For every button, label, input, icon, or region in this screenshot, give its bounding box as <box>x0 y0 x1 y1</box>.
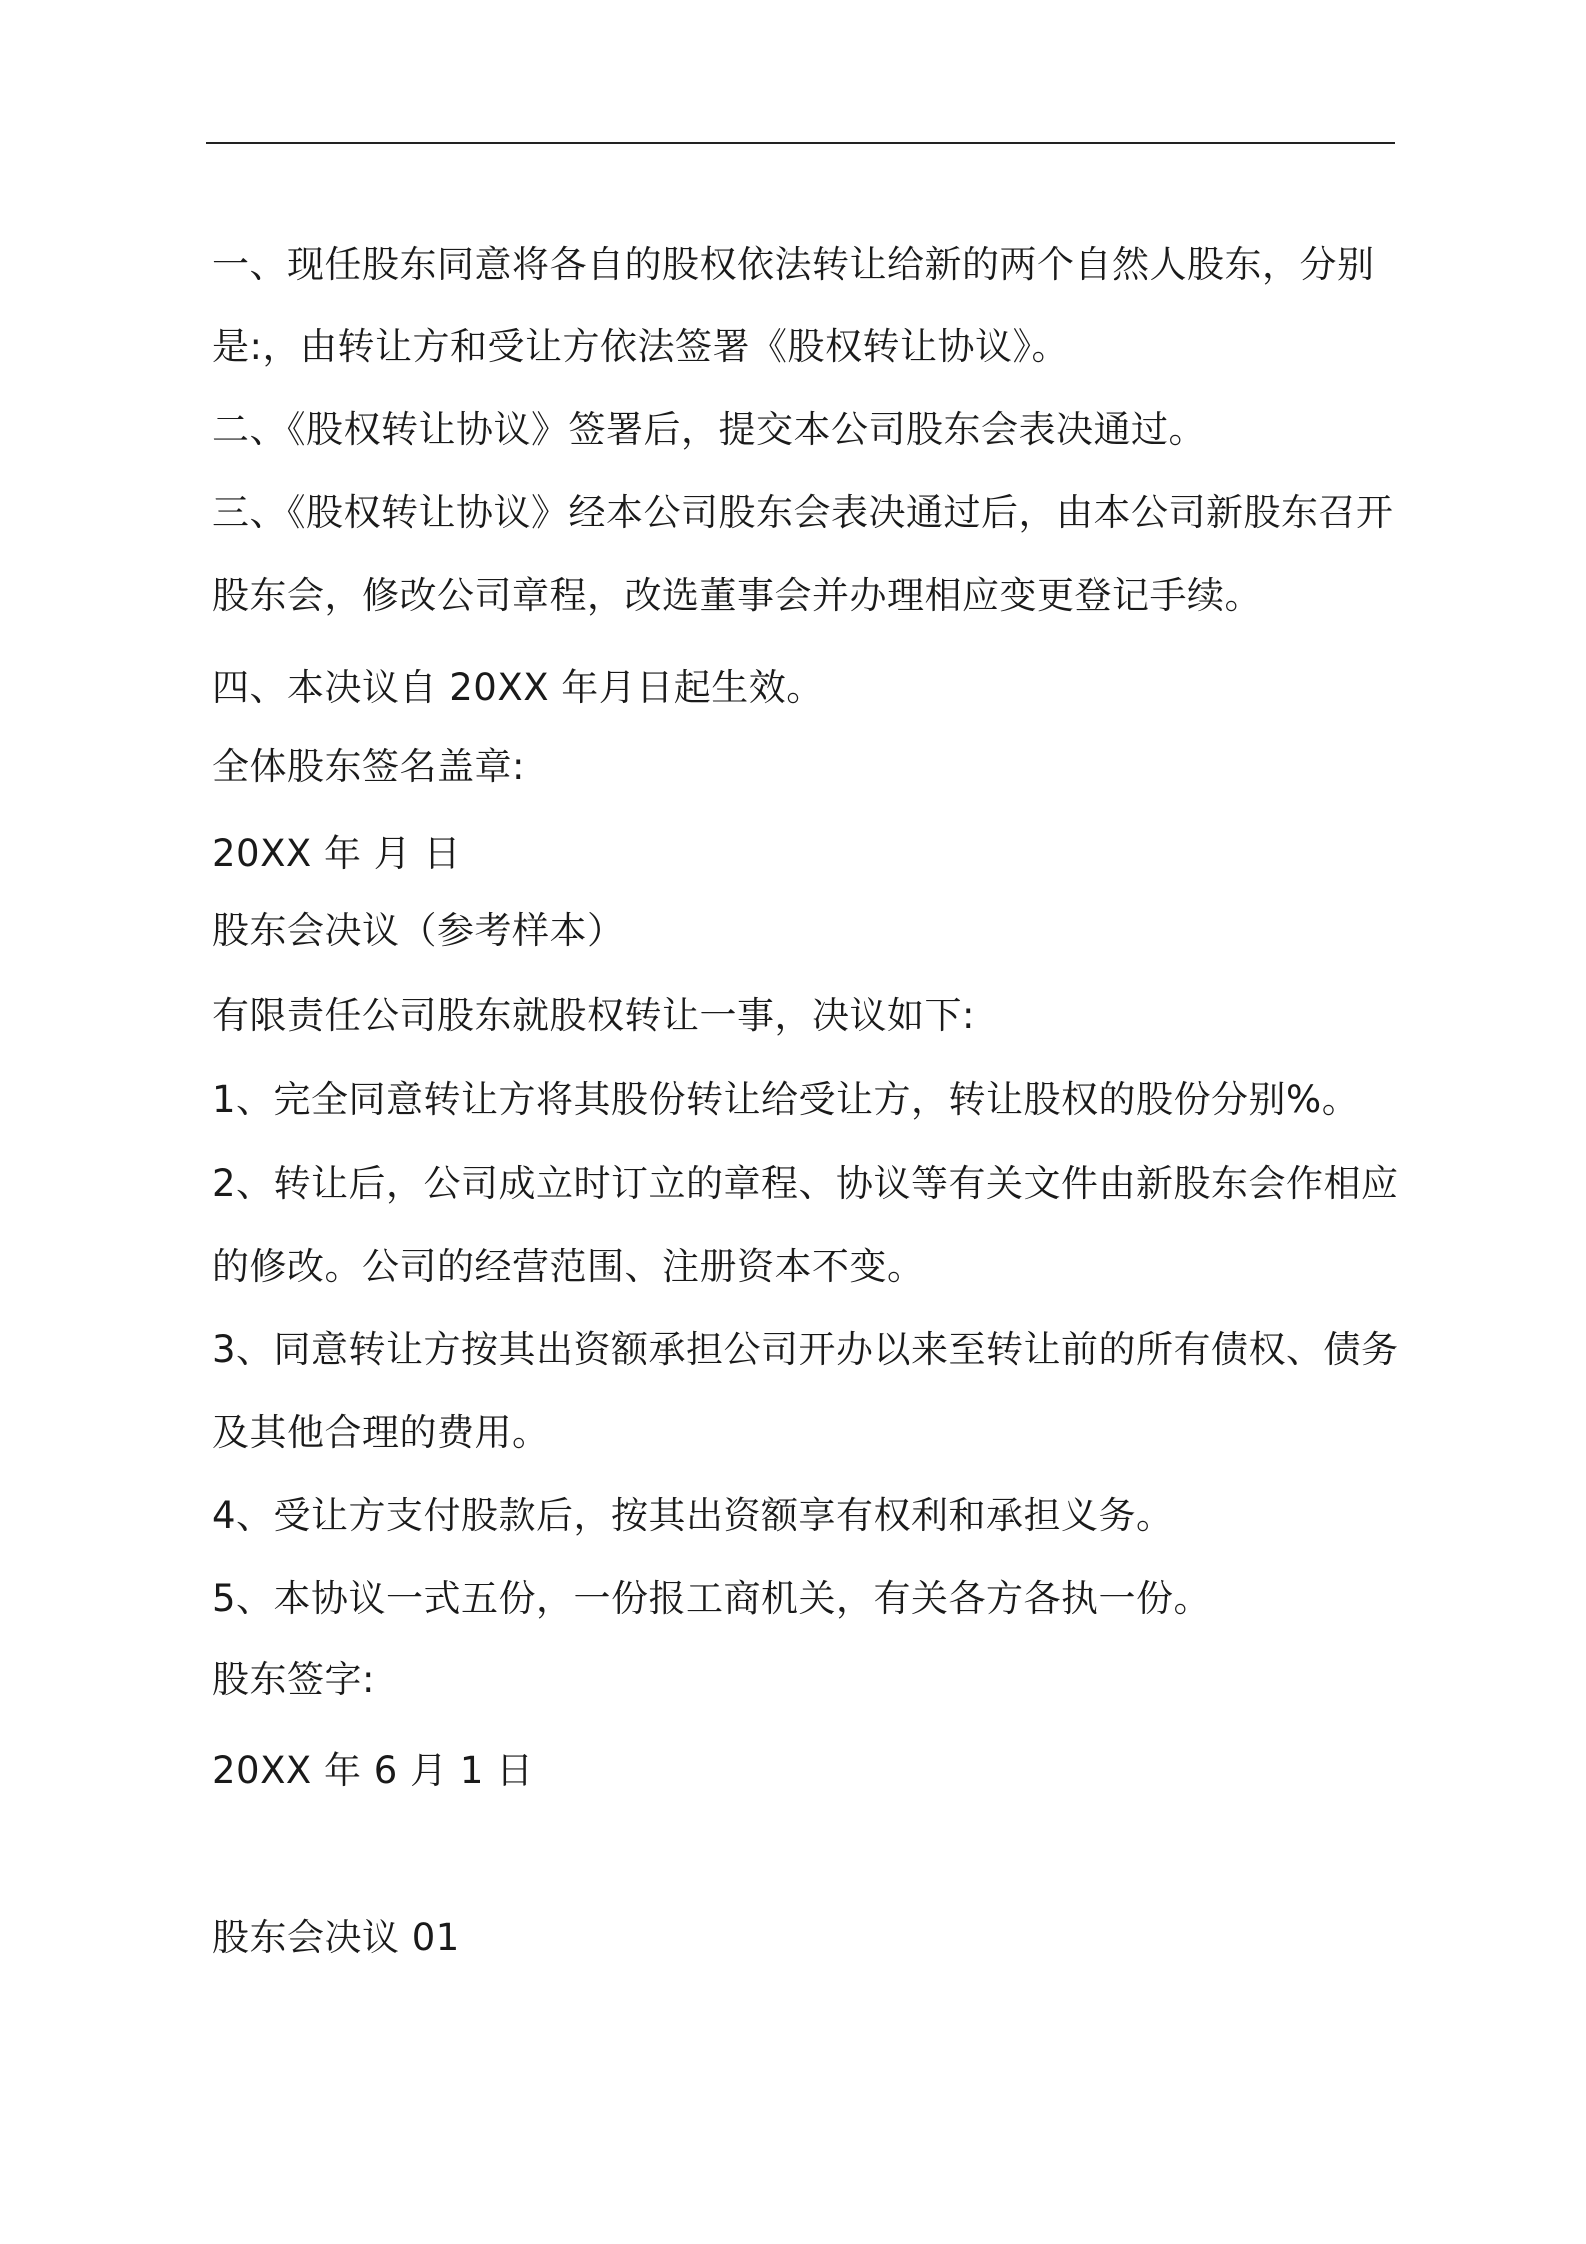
paragraph-line: 2、转让后，公司成立时订立的章程、协议等有关文件由新股东会作相应 <box>212 1162 1399 1205</box>
signature-label: 股东签字: <box>212 1658 375 1701</box>
date-line: 20XX 年 6 月 1 日 <box>212 1749 534 1792</box>
paragraph-line: 3、同意转让方按其出资额承担公司开办以来至转让前的所有债权、债务 <box>212 1328 1399 1371</box>
signature-label: 全体股东签名盖章: <box>212 745 525 788</box>
paragraph-line: 二、《股权转让协议》签署后，提交本公司股东会表决通过。 <box>212 408 1206 451</box>
document-footer-title: 股东会决议 01 <box>212 1916 460 1959</box>
paragraph-line: 1、完全同意转让方将其股份转让给受让方，转让股权的股份分别%。 <box>212 1078 1360 1121</box>
paragraph-line: 三、《股权转让协议》经本公司股东会表决通过后，由本公司新股东召开 <box>212 491 1394 534</box>
paragraph-line: 5、本协议一式五份，一份报工商机关，有关各方各执一份。 <box>212 1577 1212 1620</box>
section-title: 股东会决议（参考样本） <box>212 909 625 952</box>
header-rule <box>206 142 1395 144</box>
paragraph-line: 4、受让方支付股款后，按其出资额享有权利和承担义务。 <box>212 1494 1174 1537</box>
paragraph-line: 及其他合理的费用。 <box>212 1411 550 1454</box>
paragraph-line: 一、现任股东同意将各自的股权依法转让给新的两个自然人股东，分别 <box>212 243 1375 286</box>
paragraph-line: 是:，由转让方和受让方依法签署《股权转让协议》。 <box>212 325 1069 368</box>
paragraph-line: 四、本决议自 20XX 年月日起生效。 <box>212 666 824 709</box>
paragraph-line: 有限责任公司股东就股权转让一事，决议如下: <box>212 994 975 1037</box>
date-line: 20XX 年 月 日 <box>212 832 462 875</box>
paragraph-line: 的修改。公司的经营范围、注册资本不变。 <box>212 1245 925 1288</box>
paragraph-line: 股东会，修改公司章程，改选董事会并办理相应变更登记手续。 <box>212 574 1262 617</box>
